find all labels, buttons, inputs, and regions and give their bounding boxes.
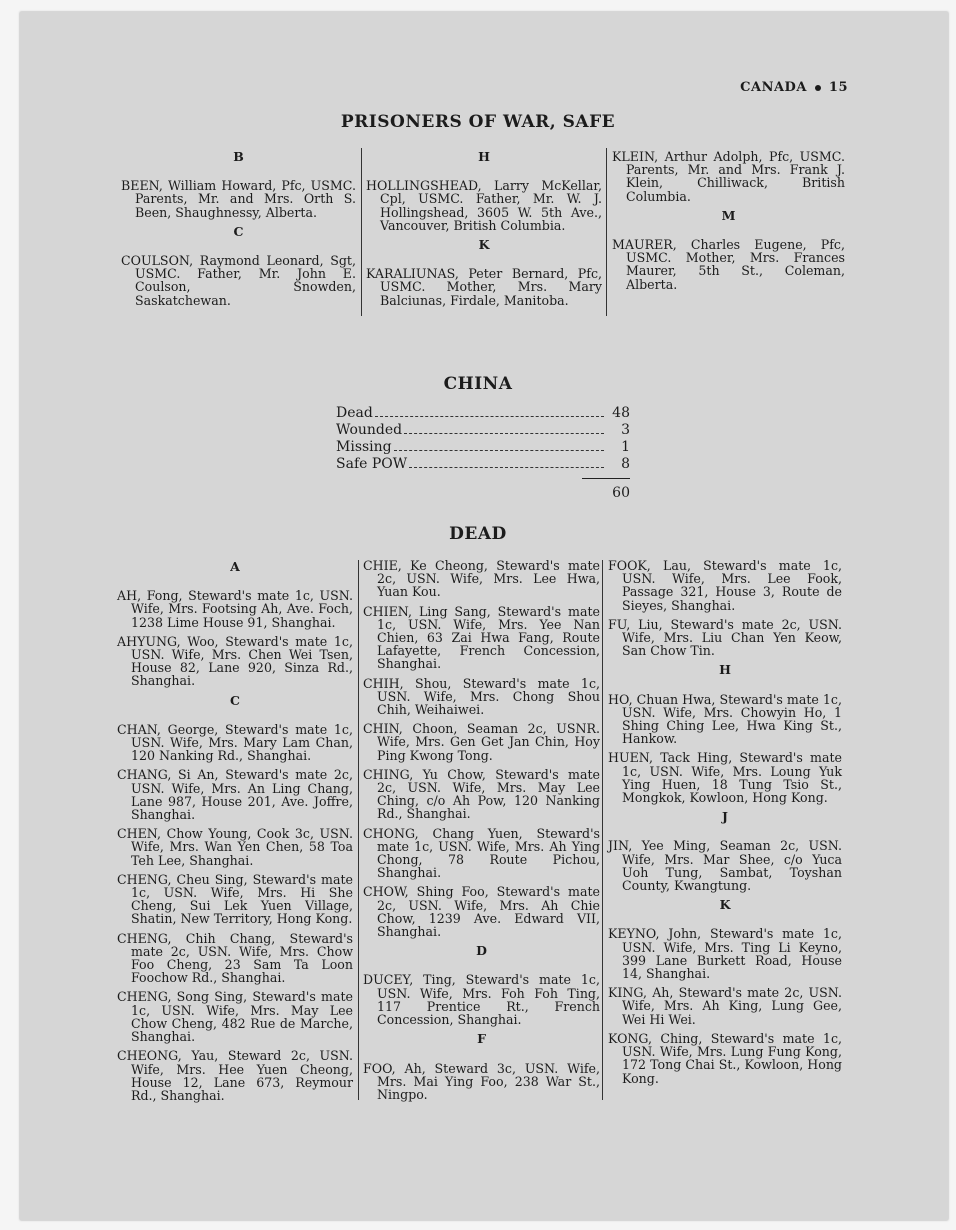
summary-label: Missing [336, 439, 392, 455]
entry-surname: FU, [608, 616, 631, 632]
running-head [740, 80, 848, 95]
entry-surname: AHYUNG, [117, 633, 181, 649]
entry-surname: KONG, [608, 1030, 653, 1046]
entry-surname: CHIH, [363, 675, 404, 691]
dot-leader [404, 433, 604, 434]
casualty-entry [363, 885, 600, 938]
summary-row [336, 405, 636, 422]
index-letter: K [478, 237, 490, 253]
index-letter: D [476, 943, 487, 959]
casualty-entry [366, 179, 602, 232]
pow-column-3 [612, 150, 845, 297]
entry-details: Si An, Steward's mate 2c, USN. Wife, Mrs. An Ling Chang, Lane 987, House 201, Ave. Joffre, Shanghai. [131, 767, 353, 823]
entry-details: Shing Foo, Steward's mate 2c, USN. Wife, Mrs. Ah Chie Chow, 1239 Ave. Edward VII, Shanghai. [377, 884, 600, 940]
entry-surname: HOLLINGSHEAD, [366, 178, 482, 194]
casualty-entry [363, 1062, 600, 1102]
index-letter: C [233, 223, 244, 239]
casualty-entry [608, 839, 842, 892]
entry-surname: HUEN, [608, 750, 654, 766]
casualty-entry [608, 927, 842, 980]
entry-details: Cheu Sing, Steward's mate 1c, USN. Wife, Mrs. Hi She Cheng, Sui Lek Yuen Village, Shatin, New Territory, Hong Kong. [131, 871, 353, 927]
entry-details: Arthur Adolph, Pfc, USMC. Parents, Mr. and Mrs. Frank J. Klein, Chilliwack, British Columbia. [626, 149, 845, 204]
dead-section-title: DEAD [449, 524, 507, 544]
casualty-entry [608, 1032, 842, 1085]
casualty-entry [363, 768, 600, 821]
entry-details: Ling Sang, Steward's mate 1c, USN. Wife, Mrs. Yee Nan Chien, 63 Zai Hwa Fang, Route Lafayette, French Concession, Shanghai. [377, 603, 600, 672]
index-letter: B [233, 149, 244, 164]
casualty-entry [363, 677, 600, 717]
casualty-entry [117, 768, 353, 821]
entry-surname: JIN, [608, 838, 633, 854]
entry-surname: FOO, [363, 1060, 396, 1076]
entry-surname: FOOK, [608, 558, 651, 573]
pow-column-2 [366, 146, 602, 313]
entry-details: Yee Ming, Seaman 2c, USN. Wife, Mrs. Mar Shee, c/o Yuca Uoh Tung, Sambat, Toyshan County, Kwangtung. [622, 838, 842, 894]
entry-surname: CHONG, [363, 825, 419, 841]
entry-details: Chuan Hwa, Steward's mate 1c, USN. Wife, Mrs. Chowyin Ho, 1 Shing Ching Lee, Hwa King St., Hankow. [622, 691, 842, 747]
entry-details: Lau, Steward's mate 1c, USN. Wife, Mrs. Lee Fook, Passage 321, House 3, Route de Sieyes, Shanghai. [622, 558, 842, 613]
casualty-entry [117, 589, 353, 629]
entry-details: Peter Bernard, Pfc, USMC. Mother, Mrs. Mary Balciunas, Firdale, Manitoba. [380, 266, 602, 308]
casualty-entry [117, 827, 353, 867]
entry-details: Chow Young, Cook 3c, USN. Wife, Mrs. Wan Yen Chen, 58 Toa Teh Lee, Shanghai. [131, 826, 353, 868]
column-divider [361, 148, 362, 316]
entry-details: Shou, Steward's mate 1c, USN. Wife, Mrs. Chong Shou Chih, Weihaiwei. [377, 675, 600, 718]
column-divider [602, 560, 603, 1100]
casualty-entry [608, 693, 842, 746]
casualty-entry [363, 973, 600, 1026]
casualty-entry [612, 150, 845, 203]
entry-surname: DUCEY, [363, 972, 414, 988]
entry-surname: CHANG, [117, 767, 172, 783]
entry-surname: KEYNO, [608, 926, 660, 942]
casualty-entry [363, 722, 600, 762]
summary-total: 60 [612, 485, 630, 501]
entry-surname: CHIN, [363, 721, 403, 737]
column-divider [358, 560, 359, 1100]
summary-label: Wounded [336, 422, 403, 438]
page-number: 15 [828, 80, 848, 95]
entry-details: Liu, Steward's mate 2c, USN. Wife, Mrs. Liu Chan Yen Keow, San Chow Tin. [622, 616, 842, 659]
casualty-entry [363, 559, 600, 599]
entry-details: William Howard, Pfc, USMC. Parents, Mr. and Mrs. Orth S. Been, Shaughnessy, Alberta. [135, 178, 356, 220]
china-summary-table [336, 405, 636, 501]
running-head-section: CANADA [740, 80, 807, 95]
summary-value: 3 [621, 422, 630, 438]
summary-value: 8 [621, 456, 630, 472]
casualty-entry [363, 827, 600, 880]
entry-surname: MAURER, [612, 237, 677, 253]
entry-surname: KLEIN, [612, 149, 659, 164]
index-letter: J [722, 809, 728, 825]
index-letter: H [719, 662, 731, 678]
casualty-entry [117, 932, 353, 985]
dot-leader [394, 450, 604, 451]
entry-details: George, Steward's mate 1c, USN. Wife, Mrs. Mary Lam Chan, 120 Nanking Rd., Shanghai. [131, 721, 353, 764]
entry-details: Yau, Steward 2c, USN. Wife, Mrs. Hee Yuen Cheong, House 12, Lane 673, Reymour Rd., Shanghai. [131, 1048, 353, 1103]
index-letter: F [477, 1031, 486, 1047]
total-rule [582, 478, 630, 479]
index-letter: H [478, 149, 490, 164]
casualty-entry [117, 723, 353, 763]
casualty-entry [612, 238, 845, 291]
entry-surname: CHIEN, [363, 603, 413, 619]
pow-section-title: PRISONERS OF WAR, SAFE [340, 112, 616, 132]
entry-details: Ching, Steward's mate 1c, USN. Wife, Mrs. Lung Fung Kong, 172 Tong Chai St., Kowloon, Hong Kong. [622, 1030, 842, 1086]
summary-value: 48 [612, 405, 630, 421]
entry-surname: COULSON, [121, 253, 194, 269]
entry-details: Song Sing, Steward's mate 1c, USN. Wife, Mrs. May Lee Chow Cheng, 482 Rue de Marche, Shanghai. [131, 989, 353, 1045]
dot-leader [409, 467, 604, 468]
dead-column-1 [117, 556, 353, 1108]
entry-details: Fong, Steward's mate 1c, USN. Wife, Mrs. Footsing Ah, Ave. Foch, 1238 Lime House 91, Shanghai. [131, 588, 353, 630]
entry-details: Ke Cheong, Steward's mate 2c, USN. Wife, Mrs. Lee Hwa, Yuan Kou. [377, 558, 600, 600]
entry-surname: KING, [608, 985, 648, 1001]
column-divider [606, 148, 607, 316]
dead-column-2 [363, 559, 600, 1107]
casualty-entry [608, 559, 842, 612]
entry-details: Ting, Steward's mate 1c, USN. Wife, Mrs. Foh Foh Ting, 117 Prentice Rt., French Concession, Shanghai. [377, 972, 600, 1028]
dot-leader [375, 416, 604, 417]
entry-details: Raymond Leonard, Sgt, USMC. Father, Mr. John E. Coulson, Snowden, Saskatchewan. [135, 253, 356, 308]
entry-details: Larry McKellar, Cpl, USMC. Father, Mr. W. J. Hollingshead, 3605 W. 5th Ave., Vancouver, British Columbia. [380, 178, 602, 233]
casualty-entry [121, 254, 356, 307]
entry-surname: CHIE, [363, 558, 402, 573]
entry-details: Choon, Seaman 2c, USNR. Wife, Mrs. Gen Get Jan Chin, Hoy Ping Kwong Tong. [377, 721, 600, 763]
entry-surname: KARALIUNAS, [366, 266, 459, 282]
summary-label: Safe POW [336, 456, 408, 472]
entry-surname: CHEONG, [117, 1048, 182, 1064]
entry-details: John, Steward's mate 1c, USN. Wife, Mrs. Ting Li Keyno, 399 Lane Burkett Road, House 14, Shanghai. [622, 926, 842, 982]
china-title: CHINA [443, 374, 513, 394]
casualty-entry [117, 990, 353, 1043]
casualty-entry [117, 873, 353, 926]
casualty-entry [366, 267, 602, 307]
casualty-entry [121, 179, 356, 219]
entry-details: Chih Chang, Steward's mate 2c, USN. Wife, Mrs. Chow Foo Cheng, 23 Sam Ta Loon Foochow Rd., Shanghai. [131, 930, 353, 986]
casualty-entry [608, 986, 842, 1026]
index-letter: A [230, 559, 240, 574]
entry-details: Yu Chow, Steward's mate 2c, USN. Wife, Mrs. May Lee Ching, c/o Ah Pow, 120 Nanking Rd., Shanghai. [377, 766, 600, 822]
entry-surname: CHOW, [363, 884, 409, 900]
entry-surname: CHENG, [117, 989, 172, 1005]
entry-surname: CHENG, [117, 930, 172, 946]
entry-details: Chang Yuen, Steward's mate 1c, USN. Wife, Mrs. Ah Ying Chong, 78 Route Pichou, Shanghai. [377, 825, 600, 881]
index-letter: C [230, 692, 240, 708]
bullet-icon [815, 85, 821, 91]
summary-label: Dead [336, 405, 373, 421]
entry-surname: CHAN, [117, 721, 161, 737]
entry-surname: AH, [117, 588, 142, 604]
entry-surname: HO, [608, 691, 633, 707]
entry-details: Woo, Steward's mate 1c, USN. Wife, Mrs. Chen Wei Tsen, House 82, Lane 920, Sinza Rd., Shanghai. [131, 633, 353, 689]
index-letter: M [721, 207, 736, 223]
pow-column-1 [121, 146, 356, 313]
index-letter: K [719, 897, 731, 913]
casualty-entry [117, 1049, 353, 1102]
summary-row [336, 422, 636, 439]
entry-details: Charles Eugene, Pfc, USMC. Mother, Mrs. Frances Maurer, 5th St., Coleman, Alberta. [626, 237, 845, 292]
entry-surname: BEEN, [121, 178, 163, 194]
entry-details: Tack Hing, Steward's mate 1c, USN. Wife, Mrs. Loung Yuk Ying Huen, 18 Tung Tsio St., Mongkok, Kowloon, Hong Kong. [622, 750, 842, 806]
entry-details: Ah, Steward's mate 2c, USN. Wife, Mrs. Ah King, Lung Gee, Wei Hi Wei. [622, 985, 842, 1027]
casualty-entry [117, 635, 353, 688]
entry-surname: CHEN, [117, 826, 162, 842]
casualty-entry [608, 618, 842, 658]
summary-value: 1 [621, 439, 630, 455]
summary-row [336, 456, 636, 473]
casualty-entry [363, 605, 600, 671]
dead-column-3 [608, 559, 842, 1091]
summary-row [336, 439, 636, 456]
casualty-entry [608, 751, 842, 804]
entry-surname: CHING, [363, 766, 414, 782]
entry-surname: CHENG, [117, 871, 172, 887]
entry-details: Ah, Steward 3c, USN. Wife, Mrs. Mai Ying Foo, 238 War St., Ningpo. [377, 1060, 600, 1102]
